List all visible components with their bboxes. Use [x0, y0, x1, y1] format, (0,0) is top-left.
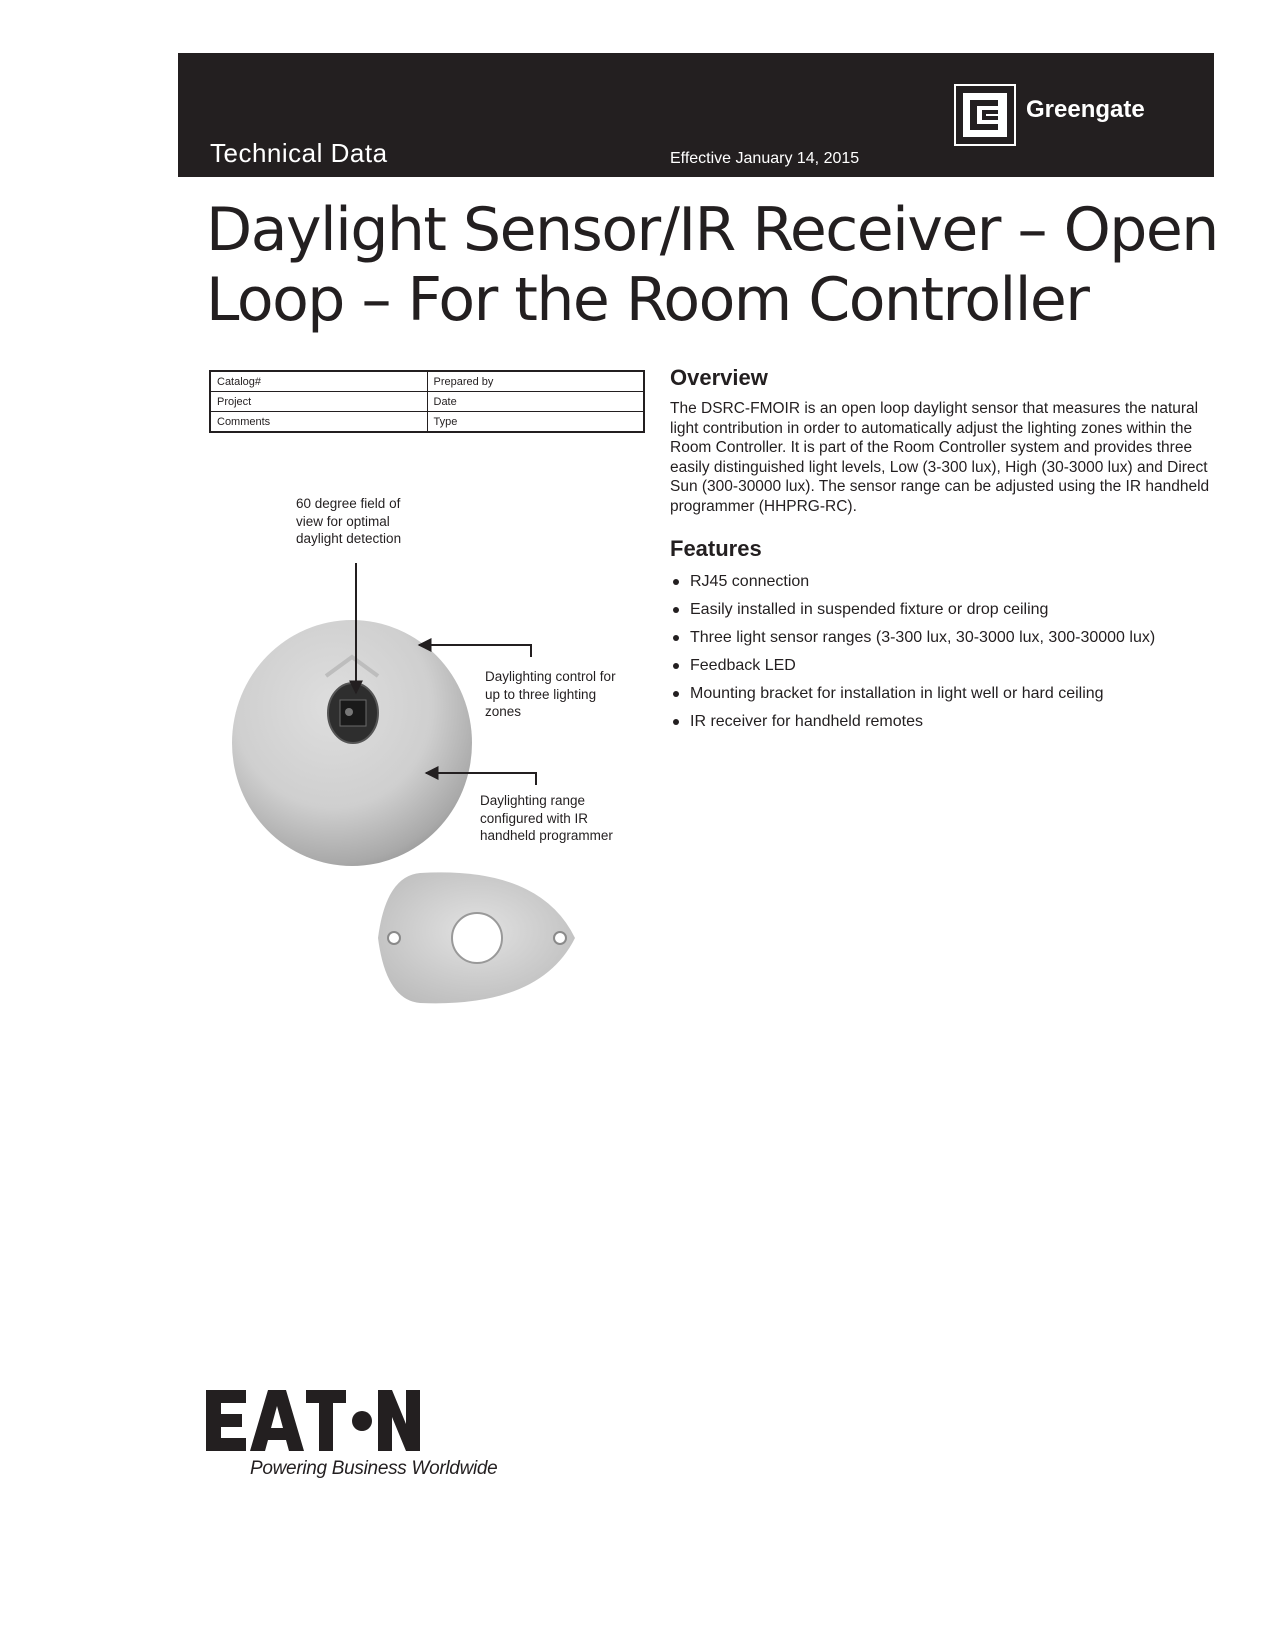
- features-heading: Features: [670, 536, 762, 561]
- list-item: IR receiver for handheld remotes: [670, 712, 1210, 731]
- greengate-logo-icon: [954, 84, 1016, 146]
- effective-date: Effective January 14, 2015: [670, 150, 860, 167]
- footer-tagline: Powering Business Worldwide: [250, 1458, 498, 1479]
- list-item: Mounting bracket for installation in light well or hard ceiling: [670, 684, 1210, 703]
- callout-control-zones: Daylighting control for up to three lighting zones: [485, 669, 616, 719]
- section-label: Technical Data: [210, 138, 388, 168]
- table-cell[interactable]: Catalog#: [210, 371, 427, 392]
- list-item: Feedback LED: [670, 656, 1210, 675]
- list-item: Easily installed in suspended fixture or drop ceiling: [670, 600, 1210, 619]
- table-cell[interactable]: Comments: [210, 412, 427, 433]
- table-cell[interactable]: Prepared by: [427, 371, 644, 392]
- list-item: Three light sensor ranges (3-300 lux, 30-3000 lux, 300-30000 lux): [670, 628, 1210, 647]
- table-cell[interactable]: Date: [427, 392, 644, 412]
- table-cell[interactable]: Project: [210, 392, 427, 412]
- features-list: [670, 572, 1210, 731]
- overview-heading: Overview: [670, 365, 768, 390]
- eaton-logo-icon: [206, 1390, 421, 1452]
- brand-name: Greengate: [1026, 96, 1145, 123]
- title-line-1: Daylight Sensor/IR Receiver – Open: [206, 195, 1218, 265]
- right-column: [670, 365, 1210, 740]
- table-cell[interactable]: Type: [427, 412, 644, 433]
- callout-range-config: Daylighting range configured with IR handheld programmer: [480, 793, 613, 843]
- list-item: RJ45 connection: [670, 572, 1210, 591]
- overview-body: The DSRC-FMOIR is an open loop daylight sensor that measures the natural light contribution in order to automatically adjust the lighting zones within the Room Controller. It is part of the Room Controller system and provides three easily distinguished light levels, Low (3-300 lux), High (30-3000 lux) and Direct Sun (300-30000 lux). The sensor range can be adjusted using the IR handheld programmer (HHPRG-RC).: [670, 400, 1210, 515]
- title-line-2: Loop – For the Room Controller: [206, 265, 1089, 335]
- callout-field-of-view: 60 degree field of view for optimal daylight detection: [296, 496, 402, 546]
